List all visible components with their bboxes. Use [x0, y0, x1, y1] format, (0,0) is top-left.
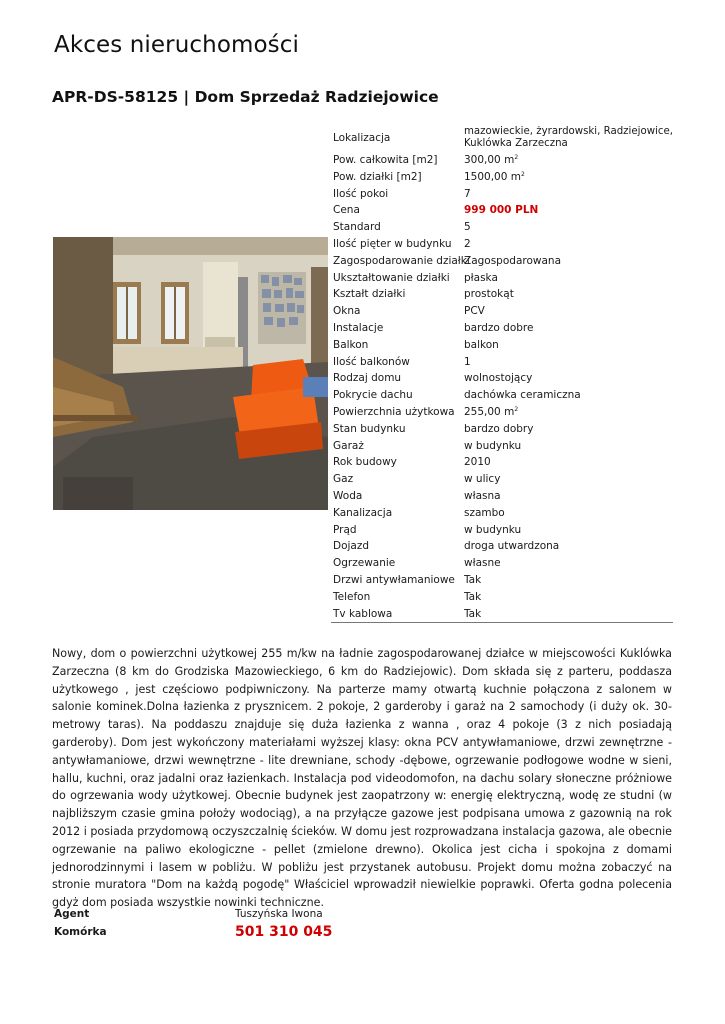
prop-value: prostokąt	[464, 288, 514, 301]
prop-row-rok-budowy	[331, 454, 673, 471]
agent-contact	[54, 908, 454, 940]
prop-row-dojazd	[331, 538, 673, 555]
prop-value: 255,00 $m^2$	[464, 405, 519, 418]
prop-row-ilosc-pieter	[331, 236, 673, 253]
prop-label: Zagospodarowanie działki	[333, 254, 470, 267]
brand-name: Akces nieruchomości	[54, 32, 299, 58]
prop-row-okna	[331, 303, 673, 320]
agent-label: Agent	[54, 908, 90, 920]
prop-label: Ilość balkonów	[333, 355, 410, 368]
prop-value: bardzo dobre	[464, 321, 534, 334]
prop-row-woda	[331, 488, 673, 505]
mobile-label: Komórka	[54, 926, 107, 938]
prop-label: Rodzaj domu	[333, 372, 402, 385]
prop-value: 2	[464, 237, 471, 250]
price-value: 999 000 PLN	[464, 204, 539, 217]
prop-row-pow-calkowita	[331, 152, 673, 169]
prop-label: Stan budynku	[333, 422, 406, 435]
prop-row-drzwi	[331, 572, 673, 589]
prop-value: w budynku	[464, 523, 522, 536]
prop-row-tv-kablowa	[331, 606, 673, 623]
prop-label: Powierzchnia użytkowa	[333, 405, 455, 418]
prop-row-garaz	[331, 438, 673, 455]
unit-superscript: 2	[514, 154, 519, 161]
prop-label: Pokrycie dachu	[333, 389, 413, 402]
prop-row-telefon	[331, 589, 673, 606]
prop-label: Lokalizacja	[333, 132, 391, 144]
prop-value: płaska	[464, 271, 498, 284]
prop-row-kanalizacja	[331, 505, 673, 522]
prop-value: własna	[464, 489, 501, 502]
prop-label: Dojazd	[333, 540, 370, 553]
prop-value: 1	[464, 355, 471, 368]
prop-value: droga utwardzona	[464, 540, 560, 553]
prop-row-ilosc-pokoi	[331, 186, 673, 203]
prop-value: w ulicy	[464, 473, 501, 486]
prop-value: dachówka ceramiczna	[464, 389, 581, 402]
prop-value: wolnostojący	[464, 372, 533, 385]
unit-superscript: 2	[514, 405, 519, 413]
prop-label: Woda	[333, 489, 363, 502]
prop-row-ilosc-balkonow	[331, 354, 673, 371]
prop-row-rodzaj-domu	[331, 370, 673, 387]
prop-label: Ilość pięter w budynku	[333, 237, 452, 250]
prop-label: Garaż	[333, 439, 364, 452]
prop-row-stan-budynku	[331, 421, 673, 438]
prop-value: własne	[464, 557, 501, 570]
prop-value: balkon	[464, 338, 499, 351]
prop-value: Tak	[464, 607, 482, 620]
prop-label: Kanalizacja	[333, 506, 393, 519]
unit-superscript: 2	[521, 170, 525, 178]
agent-name-row	[54, 908, 454, 920]
prop-row-lokalizacja	[331, 124, 673, 152]
prop-row-instalacje	[331, 320, 673, 337]
prop-label: Okna	[333, 305, 361, 318]
prop-row-pokrycie-dachu	[331, 387, 673, 404]
prop-value: w budynku	[464, 439, 522, 452]
prop-value: PCV	[464, 305, 485, 318]
prop-row-pow-uzytkowa	[331, 404, 673, 421]
prop-value: 7	[464, 187, 471, 200]
prop-label: Ilość pokoi	[333, 187, 389, 200]
prop-label: Rok budowy	[333, 456, 397, 469]
prop-row-balkon	[331, 337, 673, 354]
prop-row-zagospodarowanie	[331, 253, 673, 270]
prop-row-gaz	[331, 471, 673, 488]
prop-value: Tak	[464, 573, 482, 586]
property-details-table	[331, 124, 673, 623]
prop-value: 1500,00 $m^2$	[464, 170, 525, 183]
prop-label: Drzwi antywłamaniowe	[333, 573, 455, 586]
prop-value: 2010	[464, 456, 491, 469]
prop-label: Prąd	[333, 523, 357, 536]
prop-row-uksztaltowanie	[331, 270, 673, 287]
prop-label: Pow. całkowita [m2]	[333, 154, 438, 166]
prop-label: Balkon	[333, 338, 369, 351]
prop-value: Zagospodarowana	[464, 254, 561, 267]
prop-value: 300,00 $m^2$	[464, 154, 519, 166]
prop-value: bardzo dobry	[464, 422, 534, 435]
agent-name: Tuszyńska Iwona	[235, 908, 323, 920]
prop-value: mazowieckie, żyrardowski, Radziejowice, Kuklówka Zarzeczna	[464, 126, 673, 149]
prop-label: Pow. działki [m2]	[333, 170, 422, 183]
prop-row-ogrzewanie	[331, 555, 673, 572]
prop-label: Kształt działki	[333, 288, 406, 301]
prop-value: 5	[464, 221, 471, 234]
prop-row-standard	[331, 219, 673, 236]
listing-description: Nowy, dom o powierzchni użytkowej 255 m/kw na ładnie zagospodarowanej działce w miejscowości Kuklówka Zarzeczna (8 km do Grodziska Mazowieckiego, 6 km do Radziejowic). Dom składa się z parteru, poddasza użytkowego , jest częściowo podpiwniczony. Na parterze mamy otwartą kuchnie połączona z salonem w salonie kominek.Dolna łazienka z prysznicem. 2 pokoje, 2 garderoby i garaż na 2 samochody (i duży ok. 30-metrowy taras). Na poddaszu znajduje się duża łazienka z wanna , oraz 4 pokoje (3 z nich posiadają garderoby). Dom jest wykończony materiałami wyższej klasy: okna PCV antywłamaniowe, drzwi zewnętrzne - antywłamaniowe, drzwi wewnętrzne - lite drewniane, schody -dębowe, ogrzewanie podłogowe wodne w sieni, hallu, kuchni, oraz jadalni oraz łazienkach. Instalacja pod videodomofon, na dachu solary słoneczne próżniowe do ogrzewania wody użytkowej. Obecnie budynek jest zaopatrzony w: energię elektryczną, wodę ze studni (w najbliższym czasie gmina położy wodociąg), a na przyłącze gazowe jest podpisana umowa z gazownią na rok 2012 i posiada przydomową oczyszczalnię ścieków. W domu jest rozprowadzana instalacja gazowa, ale obecnie ogrzewanie na paliwo ekologiczne - pellet (zmielone drewno). Okolica jest cicha i spokojna z domami jednorodzinnymi i lasem w pobliżu. W pobliżu jest przystanek autobusu. Projekt domu można zobaczyć na stronie muratora "Dom na każdą pogodę" Właściciel wprowadził niewielkie poprawki. Oferta godna polecenia gdyż dom posiada wszystkie nowinki techniczne.	[52, 647, 672, 910]
interior-photo-image	[53, 237, 328, 510]
prop-label: Telefon	[333, 590, 371, 603]
prop-label: Cena	[333, 204, 360, 217]
prop-label: Gaz	[333, 473, 354, 486]
prop-row-ksztalt	[331, 286, 673, 303]
prop-label: Instalacje	[333, 321, 384, 334]
prop-label: Tv kablowa	[333, 607, 393, 620]
listing-title: APR-DS-58125 | Dom Sprzedaż Radziejowice	[52, 88, 439, 106]
mobile-number[interactable]: 501 310 045	[235, 924, 333, 940]
prop-label: Ukształtowanie działki	[333, 271, 450, 284]
prop-value: szambo	[464, 506, 505, 519]
prop-label: Ogrzewanie	[333, 557, 396, 570]
property-photo	[53, 237, 328, 510]
prop-value: Tak	[464, 590, 482, 603]
prop-label: Standard	[333, 221, 381, 234]
prop-row-pow-dzialki	[331, 169, 673, 186]
prop-row-prad	[331, 522, 673, 539]
agent-phone-row	[54, 924, 454, 940]
prop-row-cena	[331, 202, 673, 219]
